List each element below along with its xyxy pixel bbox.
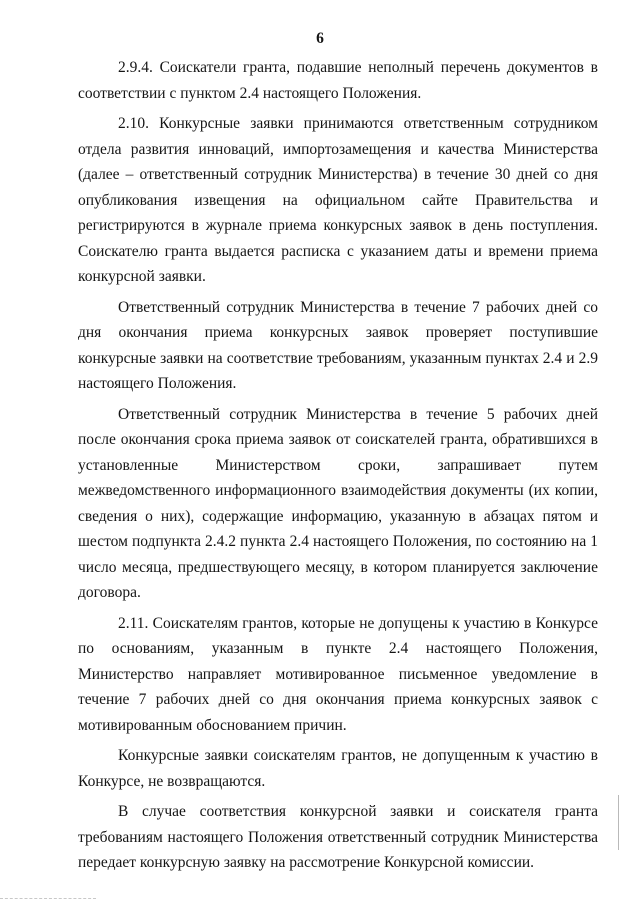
paragraph-2-11: 2.11. Соискателям грантов, которые не допущены к участию в Конкурсе по основаниям, указанным в пункте 2.4 настоящего Положения, Министерство направляет мотивированное письменное уведомление в течение 7 рабочих дней со дня окончания приема конкурсных заявок с мотивированным обоснованием причин. xyxy=(78,614,598,734)
paragraph-review-7-days: Ответственный сотрудник Министерства в течение 7 рабочих дней со дня окончания приема конкурсных заявок проверяет поступившие конкурсные заявки на соответствие требованиям, указанным пунктах 2.4 и 2.9 настоящего Положения. xyxy=(78,298,598,392)
scan-edge-line xyxy=(0,898,96,899)
page-number: 6 xyxy=(316,30,324,47)
scan-margin-mark xyxy=(618,795,619,850)
paragraph-2-10: 2.10. Конкурсные заявки принимаются ответственным сотрудником отдела развития инноваций, импортозамещения и качества Министерства (далее – ответственный сотрудник Министерства) в течение 30 дней со дня опубликования извещения на официальном сайте Правительства и регистрируются в журнале приема конкурсных заявок в день поступления. Соискателю гранта выдается расписка с указанием даты и времени приема конкурсной заявки. xyxy=(78,115,598,285)
paragraph-transfer-to-commission: В случае соответствия конкурсной заявки и соискателя гранта требованиям настоящего Положения ответственный сотрудник Министерства передает конкурсную заявку на рассмотрение Конкурсной комиссии. xyxy=(78,803,598,871)
document-body xyxy=(78,55,598,876)
paragraph-2-9-4: 2.9.4. Соискатели гранта, подавшие неполный перечень документов в соответствии с пунктом 2.4 настоящего Положения. xyxy=(78,59,598,102)
paragraph-not-returned: Конкурсные заявки соискателям грантов, не допущенным к участию в Конкурсе, не возвращаются. xyxy=(78,747,598,790)
paragraph-interdepartmental-request: Ответственный сотрудник Министерства в течение 5 рабочих дней после окончания срока приема заявок от соискателей гранта, обратившихся в установленные Министерством сроки, запрашивает путем межведомственного информационного взаимодействия документы (их копии, сведения о них), содержащие информацию, указанную в абзацах пятом и шестом подпункта 2.4.2 пункта 2.4 настоящего Положения, по состоянию на 1 число месяца, предшествующего месяцу, в котором планируется заключение договора. xyxy=(78,405,598,601)
